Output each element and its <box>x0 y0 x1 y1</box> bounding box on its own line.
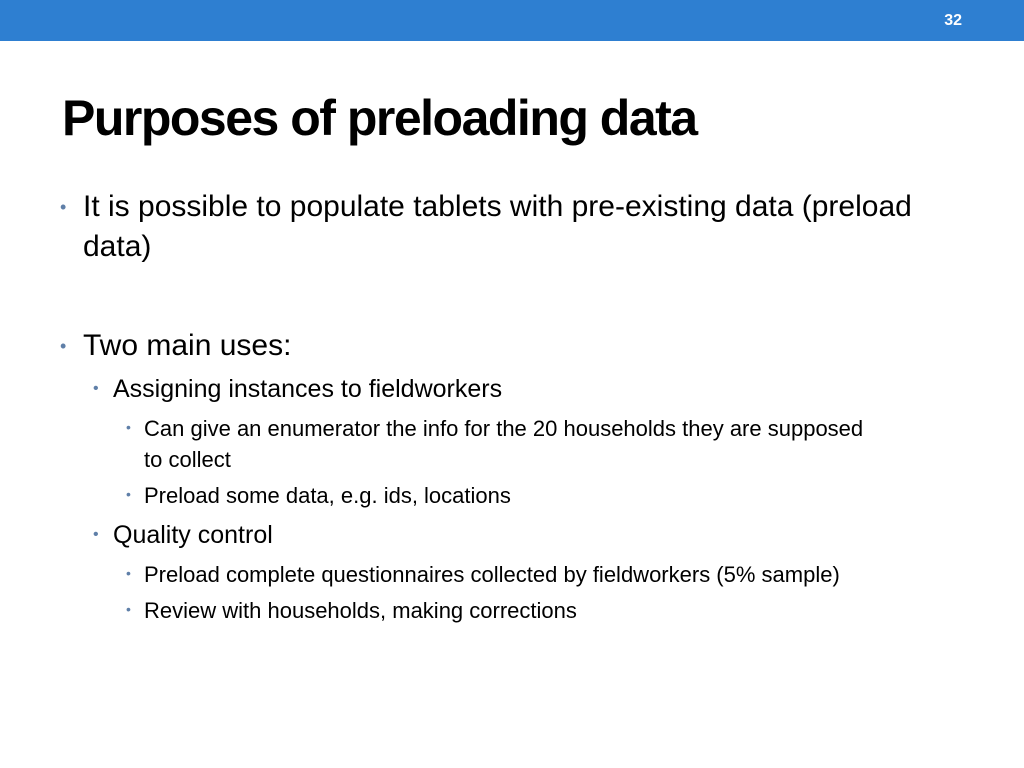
bullet-dot-icon: • <box>126 601 131 617</box>
sub-bullet-item <box>93 520 913 550</box>
bullet-text: Two main uses: <box>83 329 292 362</box>
slide-number: 32 <box>944 12 962 29</box>
bullet-dot-icon: • <box>126 419 131 435</box>
sub-sub-bullet-item <box>126 413 884 475</box>
sub-sub-bullet-text: Preload complete questionnaires collected by fieldworkers (5% sample) <box>144 562 840 587</box>
sub-sub-bullet-item <box>126 480 944 511</box>
sub-bullet-item <box>93 374 913 404</box>
sub-bullet-text: Assigning instances to fieldworkers <box>113 375 503 403</box>
bullet-item <box>60 187 923 267</box>
bullet-dot-icon: • <box>126 486 131 502</box>
bullet-item <box>60 326 923 366</box>
sub-sub-bullet-item <box>126 559 1004 590</box>
sub-sub-bullet-text: Can give an enumerator the info for the 20 households they are supposed to collect <box>144 416 864 472</box>
slide-title: Purposes of preloading data <box>62 90 697 146</box>
bullet-dot-icon: • <box>60 197 67 217</box>
bullet-text: It is possible to populate tablets with pre-existing data (preload data) <box>83 190 912 263</box>
bullet-dot-icon: • <box>93 526 99 543</box>
bullet-dot-icon: • <box>126 565 131 581</box>
sub-bullet-text: Quality control <box>113 521 273 549</box>
sub-sub-bullet-text: Preload some data, e.g. ids, locations <box>144 483 511 508</box>
sub-sub-bullet-text: Review with households, making corrections <box>144 598 577 623</box>
bullet-dot-icon: • <box>93 380 99 397</box>
sub-sub-bullet-item <box>126 595 944 626</box>
bullet-dot-icon: • <box>60 336 67 356</box>
